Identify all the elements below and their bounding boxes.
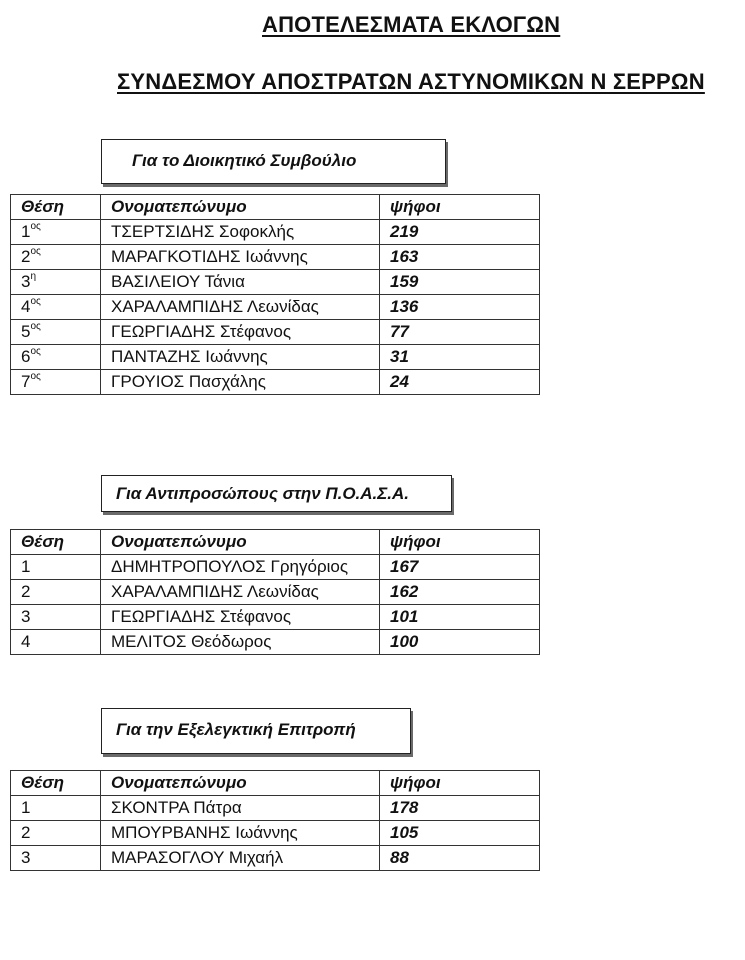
table-row <box>11 580 540 605</box>
table-row <box>11 220 540 245</box>
document-title: ΑΠΟΤΕΛΕΣΜΑΤΑ ΕΚΛΟΓΩΝ <box>262 12 561 37</box>
header-name: Ονοματεπώνυμο <box>101 195 380 220</box>
votes-cell: 100 <box>380 630 540 655</box>
votes-cell: 24 <box>380 370 540 395</box>
header-position: Θέση <box>11 771 101 796</box>
table-row <box>11 605 540 630</box>
position-cell: $1^{o\varsigma}$ <box>11 220 101 245</box>
document-subtitle: ΣΥΝΔΕΣΜΟΥ ΑΠΟΣΤΡΑΤΩΝ ΑΣΤΥΝΟΜΙΚΩΝ Ν ΣΕΡΡΩΝ <box>117 69 705 94</box>
table-row <box>11 320 540 345</box>
position-cell: 1 <box>11 796 101 821</box>
section-heading-label: Για Αντιπροσώπους στην Π.Ο.Α.Σ.Α. <box>116 484 410 503</box>
position-cell: 2 <box>11 580 101 605</box>
name-cell: ΠΑΝΤΑΖΗΣ Ιωάννης <box>101 345 380 370</box>
position-cell: $7^{o\varsigma}$ <box>11 370 101 395</box>
section-heading-label: Για το Διοικητικό Συμβούλιο <box>132 151 357 170</box>
table-header-row <box>11 195 540 220</box>
table-header-row <box>11 530 540 555</box>
table-row <box>11 796 540 821</box>
name-cell: ΔΗΜΗΤΡΟΠΟΥΛΟΣ Γρηγόριος <box>101 555 380 580</box>
votes-cell: 163 <box>380 245 540 270</box>
table-row <box>11 821 540 846</box>
votes-cell: 88 <box>380 846 540 871</box>
table-row <box>11 245 540 270</box>
votes-cell: 105 <box>380 821 540 846</box>
name-cell: ΓΡΟΥΙΟΣ Πασχάλης <box>101 370 380 395</box>
name-cell: ΓΕΩΡΓΙΑΔΗΣ Στέφανος <box>101 605 380 630</box>
header-position: Θέση <box>11 530 101 555</box>
name-cell: ΜΕΛΙΤΟΣ Θεόδωρος <box>101 630 380 655</box>
votes-cell: 219 <box>380 220 540 245</box>
section-heading-board <box>101 139 446 184</box>
position-cell: 1 <box>11 555 101 580</box>
position-cell: $5^{o\varsigma}$ <box>11 320 101 345</box>
header-votes: ψήφοι <box>380 195 540 220</box>
header-name: Ονοματεπώνυμο <box>101 530 380 555</box>
position-cell: 4 <box>11 630 101 655</box>
section-heading-delegates <box>101 475 452 512</box>
votes-cell: 31 <box>380 345 540 370</box>
name-cell: ΜΑΡΑΓΚΟΤΙΔΗΣ Ιωάννης <box>101 245 380 270</box>
table-row <box>11 370 540 395</box>
name-cell: ΜΑΡΑΣΟΓΛΟΥ Μιχαήλ <box>101 846 380 871</box>
section-heading-audit <box>101 708 411 754</box>
results-table-board <box>10 194 540 395</box>
votes-cell: 159 <box>380 270 540 295</box>
table-row <box>11 345 540 370</box>
votes-cell: 77 <box>380 320 540 345</box>
votes-cell: 167 <box>380 555 540 580</box>
votes-cell: 162 <box>380 580 540 605</box>
header-name: Ονοματεπώνυμο <box>101 771 380 796</box>
name-cell: ΒΑΣΙΛΕΙΟΥ Τάνια <box>101 270 380 295</box>
section-heading-label: Για την Εξελεγκτική Επιτροπή <box>116 720 356 739</box>
table-row <box>11 295 540 320</box>
table-header-row <box>11 771 540 796</box>
header-votes: ψήφοι <box>380 530 540 555</box>
votes-cell: 101 <box>380 605 540 630</box>
position-cell: $3^\eta$ <box>11 270 101 295</box>
position-cell: $4^{o\varsigma}$ <box>11 295 101 320</box>
name-cell: ΜΠΟΥΡΒΑΝΗΣ Ιωάννης <box>101 821 380 846</box>
position-cell: 3 <box>11 846 101 871</box>
table-row <box>11 630 540 655</box>
header-votes: ψήφοι <box>380 771 540 796</box>
name-cell: ΤΣΕΡΤΣΙΔΗΣ Σοφοκλής <box>101 220 380 245</box>
results-table-delegates <box>10 529 540 655</box>
header-position: Θέση <box>11 195 101 220</box>
results-table-audit <box>10 770 540 871</box>
name-cell: ΓΕΩΡΓΙΑΔΗΣ Στέφανος <box>101 320 380 345</box>
table-row <box>11 555 540 580</box>
position-cell: 3 <box>11 605 101 630</box>
name-cell: ΧΑΡΑΛΑΜΠΙΔΗΣ Λεωνίδας <box>101 580 380 605</box>
votes-cell: 136 <box>380 295 540 320</box>
table-row <box>11 270 540 295</box>
position-cell: $2^{o\varsigma}$ <box>11 245 101 270</box>
position-cell: 2 <box>11 821 101 846</box>
name-cell: ΣΚΟΝΤΡΑ Πάτρα <box>101 796 380 821</box>
name-cell: ΧΑΡΑΛΑΜΠΙΔΗΣ Λεωνίδας <box>101 295 380 320</box>
table-row <box>11 846 540 871</box>
position-cell: $6^{o\varsigma}$ <box>11 345 101 370</box>
votes-cell: 178 <box>380 796 540 821</box>
